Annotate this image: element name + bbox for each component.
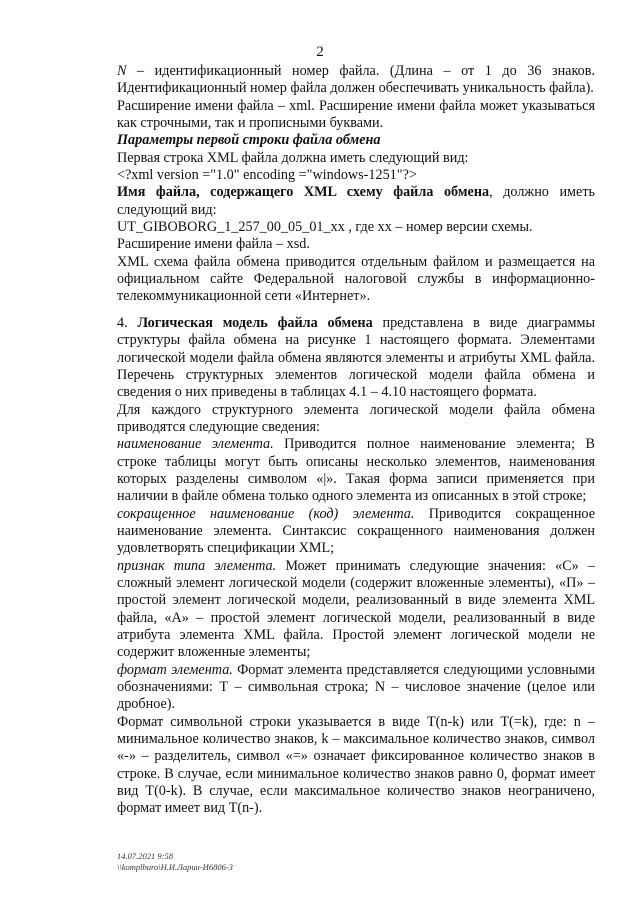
- paragraph-schema-location: XML схема файла обмена приводится отдельным файлом и размещается на официальном сайте Федеральной налоговой службы в информационно-телекоммуникационной сети «Интернет».: [117, 253, 595, 305]
- element-format-term: формат элемента.: [117, 661, 233, 678]
- paragraph-element-code: [117, 506, 595, 558]
- variable-n: N: [117, 63, 127, 79]
- element-format-text: Формат элемента представляется следующими условными обозначениями: Т – символьная строка; N – числовое значение (целое или дробное).: [117, 661, 595, 713]
- paragraph-string-format: Формат символьной строки указывается в виде Т(n-k) или T(=k), где: n – минимальное количество знаков, k – максимальное количество знаков, символ «-» – разделитель, символ «=» означает фиксированное количество знаков в строке. В случае, если минимальное количество знаков равно 0, формат имеет вид Т(0-k). В случае, если максимальное количество знаков неограничено, формат имеет вид Т(n-).: [117, 713, 595, 817]
- schema-name-bold: Имя файла, содержащего XML схему файла обмена: [117, 184, 490, 201]
- item-number: 4.: [117, 314, 138, 331]
- element-type-term: признак типа элемента.: [117, 557, 277, 574]
- footer-timestamp: 14.07.2021 9:58: [117, 851, 173, 861]
- xml-declaration: <?xml version ="1.0" encoding ="windows-1251"?>: [117, 167, 417, 184]
- paragraph-element-name: [117, 436, 595, 505]
- element-type-text: Может принимать следующие значения: «С» – сложный элемент логической модели (содержит вложенные элементы), «П» – простой элемент логической модели, реализованный в виде элемента XML файла, «А» – простой элемент логической модели, реализованный в виде атрибута элемента XML файла. Простой элемент логической модели не содержит вложенные элементы;: [117, 557, 595, 661]
- paragraph-extension: Расширение имени файла – xml. Расширение имени файла может указываться как строчными, так и прописными буквами.: [117, 97, 595, 132]
- schema-name-text: , должно иметь следующий вид:: [117, 184, 595, 218]
- footer-filepath: \\komplburo\Н.И.Ларин-И6806-3: [117, 862, 233, 872]
- element-name-term: наименование элемента.: [117, 436, 274, 453]
- paragraph-element-format: [117, 662, 595, 714]
- paragraph-element-info: Для каждого структурного элемента логической модели файла обмена приводятся следующие сведения:: [117, 401, 595, 435]
- element-code-text: Приводится сокращенное наименование элемента. Синтаксис сокращенного наименования должен удовлетворять спецификации XML;: [117, 505, 595, 557]
- element-code-term: сокращенное наименование (код) элемента.: [117, 505, 415, 522]
- paragraph-logical-model: [117, 315, 595, 402]
- paragraph-first-line: Первая строка XML файла должна иметь следующий вид:: [117, 149, 469, 166]
- paragraph-file-id: [117, 63, 595, 98]
- page-number: 2: [316, 44, 324, 60]
- document-footer: [117, 851, 233, 873]
- section-heading-first-line: Параметры первой строки файла обмена: [117, 132, 381, 149]
- paragraph-xsd-extension: Расширение имени файла – xsd.: [117, 236, 310, 253]
- paragraph-element-type: [117, 558, 595, 662]
- schema-filename: UT_GIBOBORG_1_257_00_05_01_xx , где хх – номер версии схемы.: [117, 219, 533, 236]
- logical-model-text: представлена в виде диаграммы структуры файла обмена на рисунке 1 настоящего формата. Элементами логической модели файла обмена являются элементы и атрибуты XML файла. Перечень структурных элементов логической модели файла обмена и сведения о них приведены в таблицах 4.1 – 4.10 настоящего формата.: [117, 314, 596, 401]
- file-id-text: – идентификационный номер файла. (Длина – от 1 до 36 знаков. Идентификационный номер файла должен обеспечивать уникальность файла).: [117, 63, 595, 97]
- document-body: [117, 63, 595, 818]
- element-name-text: Приводится полное наименование элемента; В строке таблицы могут быть описаны несколько элементов, наименования которых разделены символом «|». Такая форма записи применяется при наличии в файле обмена только одного элемента из описанных в этой строке;: [117, 436, 595, 505]
- logical-model-bold: Логическая модель файла обмена: [137, 314, 373, 331]
- paragraph-schema-name: [117, 184, 595, 219]
